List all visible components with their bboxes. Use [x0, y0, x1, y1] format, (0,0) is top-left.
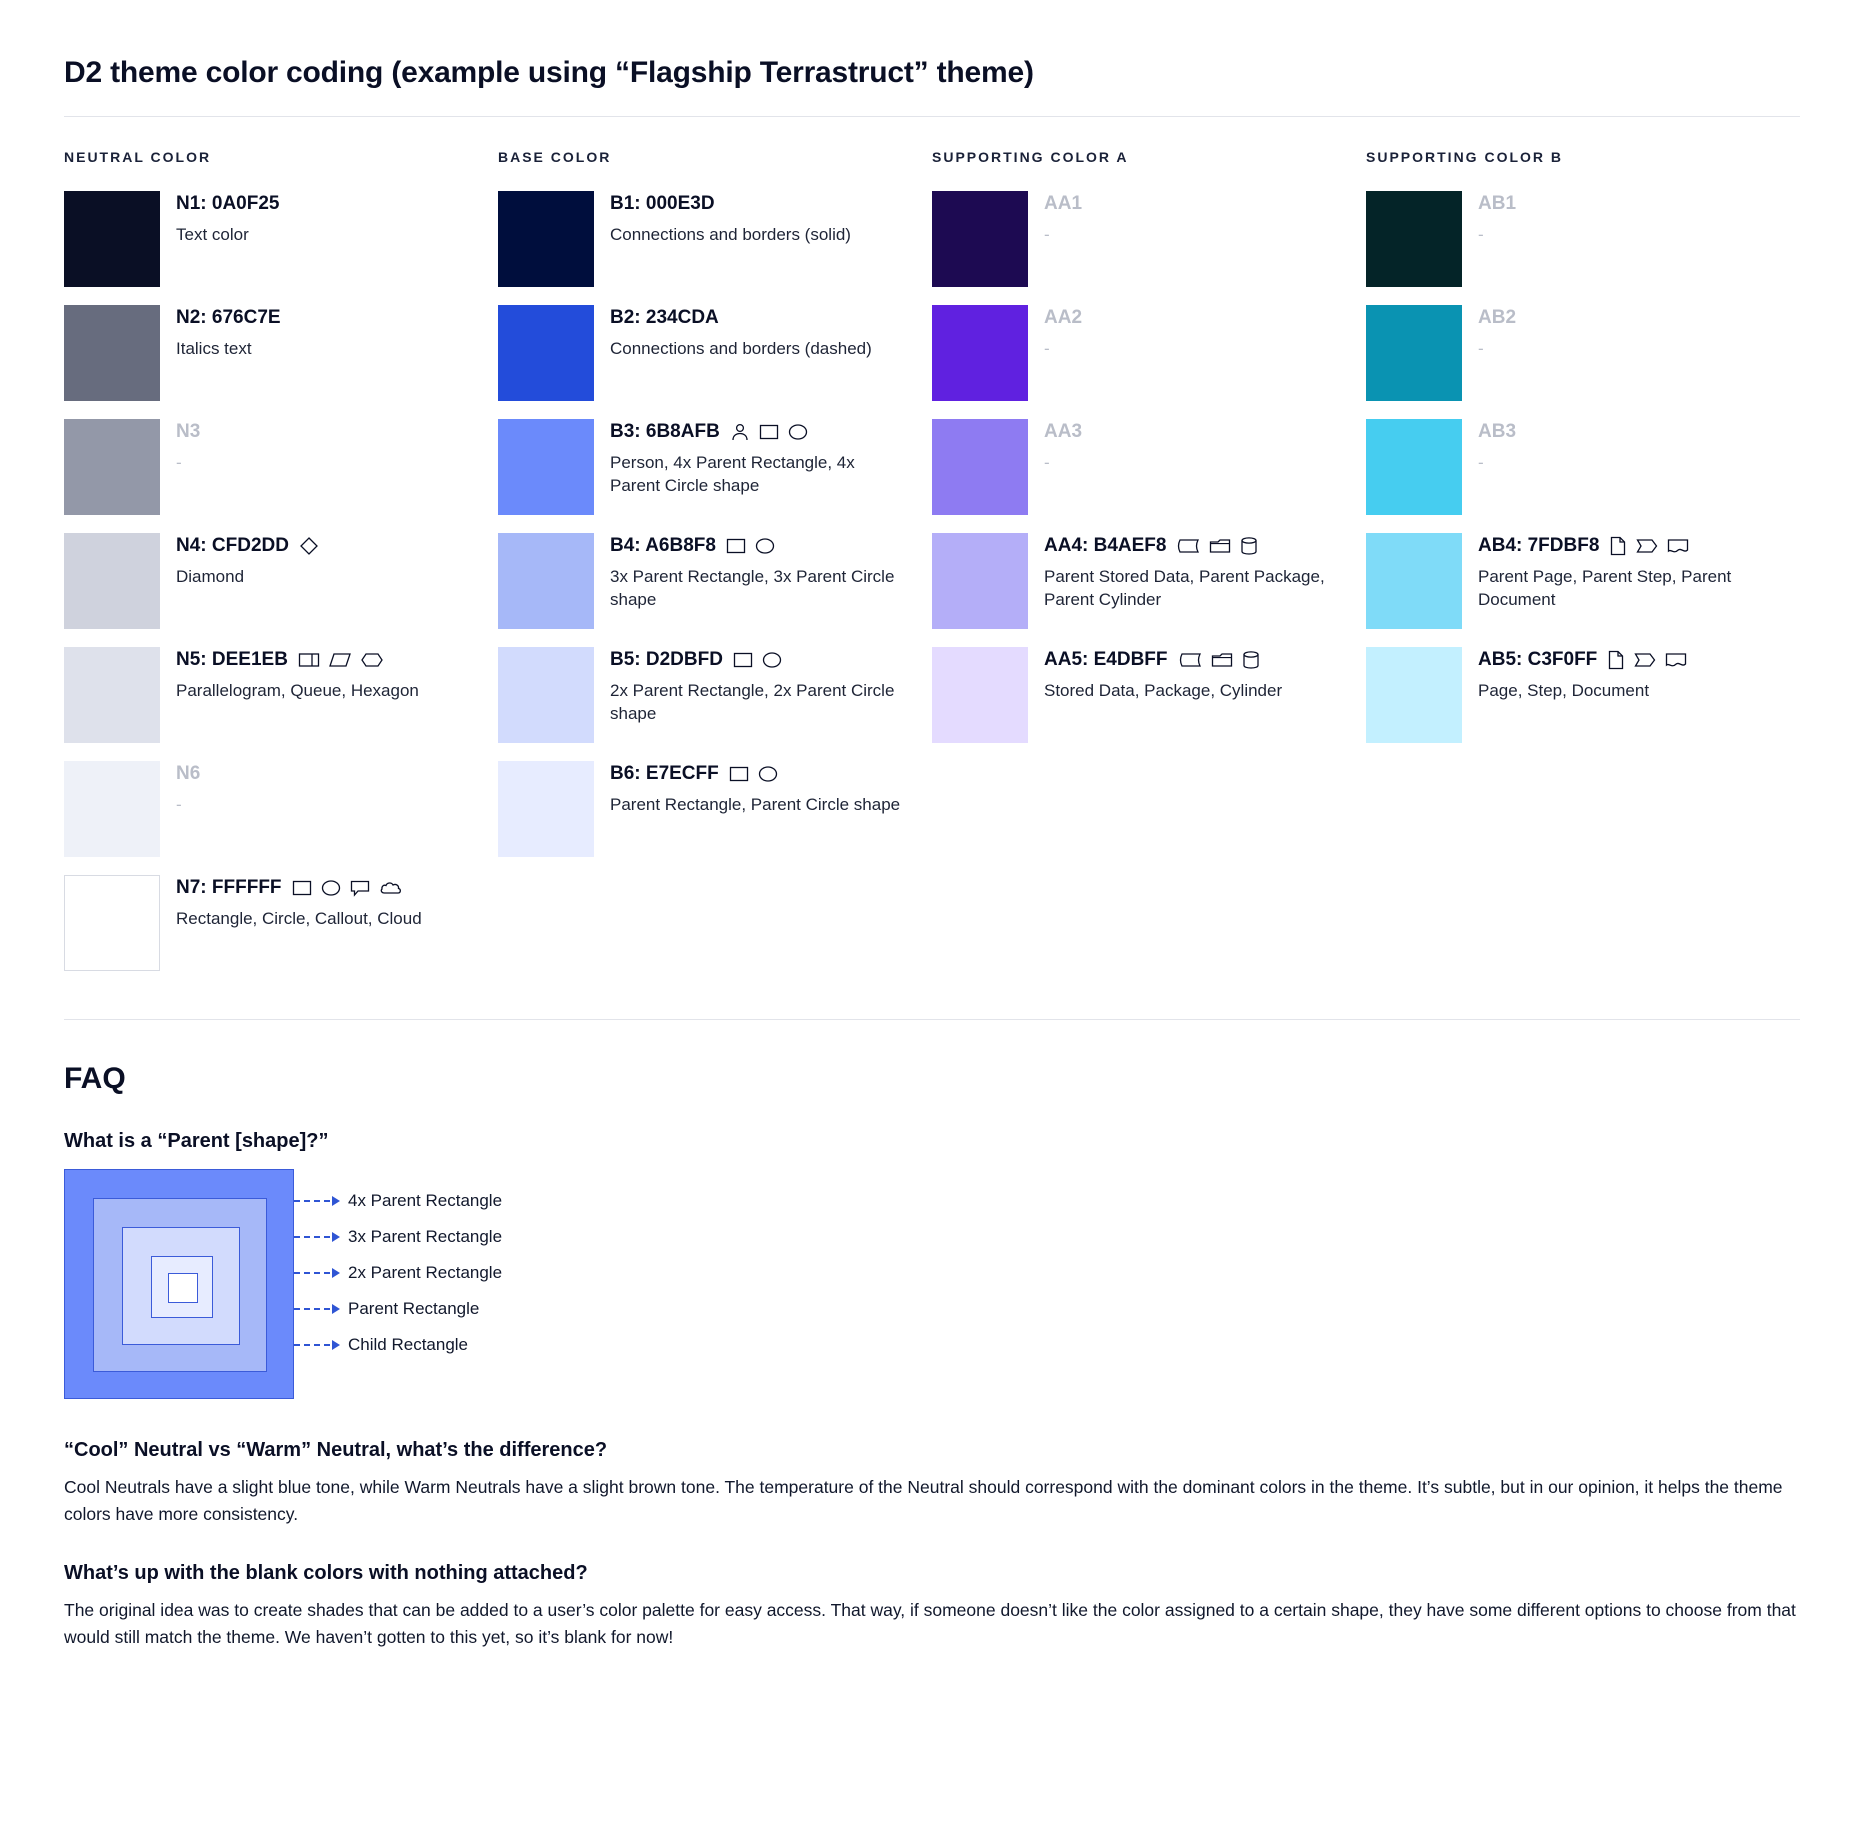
color-swatch — [932, 647, 1028, 743]
swatch-description: Parallelogram, Queue, Hexagon — [176, 680, 419, 700]
color-swatch — [498, 305, 594, 401]
color-swatch — [64, 875, 160, 971]
color-swatch-row — [1366, 305, 1776, 401]
swatch-label — [610, 535, 908, 558]
swatch-code: AA3 — [1044, 421, 1083, 442]
swatch-label — [176, 877, 422, 900]
color-columns — [64, 149, 1800, 989]
document-icon — [1667, 537, 1689, 555]
hexagon-icon — [360, 651, 384, 669]
shape-icon-group — [1178, 650, 1260, 670]
color-swatch — [64, 647, 160, 743]
swatch-code: B5: D2DBFD — [610, 649, 723, 670]
diagram-callout — [294, 1227, 502, 1247]
faq-item-cool-warm — [64, 1439, 1800, 1528]
callout-arrow-icon — [332, 1340, 340, 1350]
color-swatch — [498, 761, 594, 857]
swatch-label — [1478, 535, 1776, 558]
color-swatch — [498, 419, 594, 515]
swatch-code: B6: E7ECFF — [610, 763, 719, 784]
swatch-code: N5: DEE1EB — [176, 649, 288, 670]
swatch-label — [610, 763, 900, 786]
nest-level-parent — [151, 1256, 213, 1318]
shape-icon-group — [1607, 650, 1687, 670]
parallelogram-icon — [329, 651, 351, 669]
nest-level-3x — [93, 1198, 267, 1372]
package-icon — [1211, 651, 1233, 669]
swatch-description: Parent Rectangle, Parent Circle shape — [610, 794, 901, 814]
color-swatch — [498, 533, 594, 629]
color-swatch-row — [1366, 419, 1776, 515]
swatch-text — [176, 647, 419, 702]
shape-icon-group — [1609, 536, 1689, 556]
swatch-label — [176, 193, 280, 216]
color-swatch — [1366, 533, 1462, 629]
circle-icon — [762, 651, 782, 669]
callout-leader-line — [294, 1200, 330, 1202]
swatch-code: AA2 — [1044, 307, 1083, 328]
color-column — [1366, 149, 1800, 989]
swatch-code: AA4: B4AEF8 — [1044, 535, 1167, 556]
color-swatch-row — [64, 647, 474, 743]
swatch-label — [1044, 307, 1082, 330]
swatch-code: AB4: 7FDBF8 — [1478, 535, 1600, 556]
swatch-code: B4: A6B8F8 — [610, 535, 716, 556]
swatch-text — [610, 761, 900, 816]
parent-shape-diagram — [64, 1169, 1800, 1399]
swatch-code: AB3 — [1478, 421, 1517, 442]
diagram-callout — [294, 1191, 502, 1211]
swatch-text — [1044, 191, 1082, 246]
swatch-code: AB1 — [1478, 193, 1517, 214]
color-swatch-row — [64, 875, 474, 971]
color-swatch-row — [1366, 647, 1776, 743]
color-swatch-row — [64, 191, 474, 287]
diagram-callout — [294, 1335, 468, 1355]
step-icon — [1636, 537, 1658, 555]
diamond-icon — [299, 536, 319, 556]
callout-arrow-icon — [332, 1232, 340, 1242]
stored-data-icon — [1176, 537, 1200, 555]
swatch-text — [176, 191, 280, 246]
swatch-code: N2: 676C7E — [176, 307, 281, 328]
faq-question-1: What is a “Parent [shape]?” — [64, 1130, 329, 1152]
column-heading: SUPPORTING COLOR B — [1366, 149, 1564, 165]
swatch-description: Stored Data, Package, Cylinder — [1044, 680, 1283, 700]
swatch-label — [1044, 649, 1282, 672]
swatch-label — [1044, 535, 1342, 558]
swatch-code: AA5: E4DBFF — [1044, 649, 1168, 670]
swatch-label — [176, 535, 319, 558]
swatch-description: Connections and borders (dashed) — [610, 338, 872, 358]
callout-arrow-icon — [332, 1304, 340, 1314]
color-swatch — [498, 191, 594, 287]
step-icon — [1634, 651, 1656, 669]
color-swatch — [932, 191, 1028, 287]
callout-label: 4x Parent Rectangle — [348, 1191, 503, 1210]
swatch-description: - — [1044, 338, 1050, 358]
color-swatch-row — [64, 533, 474, 629]
swatch-description: Person, 4x Parent Rectangle, 4x Parent Circle shape — [610, 452, 855, 496]
nest-level-4x — [64, 1169, 294, 1399]
callout-leader-line — [294, 1308, 330, 1310]
swatch-description: Parent Page, Parent Step, Parent Document — [1478, 566, 1732, 610]
swatch-text — [176, 875, 422, 930]
swatch-description: - — [176, 452, 182, 472]
color-swatch-row — [1366, 191, 1776, 287]
swatch-text — [1044, 647, 1282, 702]
swatch-text — [1478, 533, 1776, 612]
shape-icon-group — [1176, 536, 1258, 556]
stored-data-icon — [1178, 651, 1202, 669]
swatch-description: Connections and borders (solid) — [610, 224, 851, 244]
color-swatch-row — [932, 419, 1342, 515]
column-heading: NEUTRAL COLOR — [64, 149, 212, 165]
color-swatch-row — [498, 305, 908, 401]
color-swatch — [932, 419, 1028, 515]
swatch-text — [610, 647, 908, 726]
callout-leader-line — [294, 1344, 330, 1346]
swatch-label — [1478, 193, 1516, 216]
swatch-text — [176, 533, 319, 588]
callout-arrow-icon — [332, 1196, 340, 1206]
shape-icon-group — [729, 765, 778, 783]
color-column — [932, 149, 1366, 989]
column-heading: BASE COLOR — [498, 149, 612, 165]
rectangle-icon — [733, 651, 753, 669]
swatch-code: AA1 — [1044, 193, 1083, 214]
swatch-text — [1044, 305, 1082, 360]
color-swatch-row — [498, 419, 908, 515]
color-swatch-row — [932, 647, 1342, 743]
swatch-label — [1044, 193, 1082, 216]
page-icon — [1607, 650, 1625, 670]
swatch-description: Page, Step, Document — [1478, 680, 1650, 700]
color-swatch — [64, 533, 160, 629]
shape-icon-group — [299, 536, 319, 556]
swatch-text — [1044, 533, 1342, 612]
swatch-code: B2: 234CDA — [610, 307, 719, 328]
package-icon — [1209, 537, 1231, 555]
swatch-code: N4: CFD2DD — [176, 535, 289, 556]
swatch-description: - — [1478, 224, 1484, 244]
swatch-text — [610, 305, 872, 360]
faq-item-blank-colors — [64, 1562, 1800, 1651]
swatch-code: N3 — [176, 421, 201, 442]
color-swatch — [932, 305, 1028, 401]
color-swatch — [64, 191, 160, 287]
callout-label: Parent Rectangle — [348, 1299, 480, 1318]
color-swatch — [64, 761, 160, 857]
circle-icon — [755, 537, 775, 555]
swatch-description: - — [1478, 338, 1484, 358]
swatch-text — [1478, 419, 1516, 474]
color-column — [64, 149, 498, 989]
swatch-description: Italics text — [176, 338, 252, 358]
title-divider — [64, 116, 1800, 117]
color-swatch-row — [64, 761, 474, 857]
faq-question-2: “Cool” Neutral vs “Warm” Neutral, what’s the difference? — [64, 1439, 608, 1461]
cylinder-icon — [1240, 536, 1258, 556]
swatch-code: AB2 — [1478, 307, 1517, 328]
swatch-description: 2x Parent Rectangle, 2x Parent Circle shape — [610, 680, 895, 724]
person-icon — [730, 422, 750, 442]
faq-answer-3: The original idea was to create shades that can be added to a user’s color palette for easy access. That way, if someone doesn’t like the color assigned to a certain shape, they have some different options to choose from that would still match the theme. We haven’t gotten to this yet, so it’s blank for now! — [64, 1600, 1796, 1648]
swatch-label — [1478, 421, 1516, 444]
circle-icon — [788, 423, 808, 441]
swatch-description: - — [1044, 452, 1050, 472]
swatch-label — [610, 193, 851, 216]
color-swatch-row — [498, 533, 908, 629]
faq-heading: FAQ — [64, 1062, 126, 1095]
rectangle-icon — [729, 765, 749, 783]
swatch-description: Rectangle, Circle, Callout, Cloud — [176, 908, 422, 928]
swatch-text — [176, 305, 281, 360]
section-divider — [64, 1019, 1800, 1020]
swatch-text — [1478, 191, 1516, 246]
callout-icon — [350, 879, 370, 897]
callout-label: 3x Parent Rectangle — [348, 1227, 503, 1246]
color-swatch — [932, 533, 1028, 629]
shape-icon-group — [298, 651, 384, 669]
queue-icon — [298, 651, 320, 669]
swatch-label — [176, 307, 281, 330]
swatch-code: N6 — [176, 763, 201, 784]
swatch-label — [1478, 307, 1516, 330]
color-swatch-row — [498, 647, 908, 743]
rectangle-icon — [726, 537, 746, 555]
swatch-label — [610, 307, 872, 330]
callout-leader-line — [294, 1272, 330, 1274]
callout-label: 2x Parent Rectangle — [348, 1263, 503, 1282]
swatch-label — [176, 649, 419, 672]
circle-icon — [758, 765, 778, 783]
swatch-text — [176, 419, 200, 474]
diagram-callouts — [294, 1169, 614, 1399]
column-heading: SUPPORTING COLOR A — [932, 149, 1129, 165]
color-swatch — [498, 647, 594, 743]
color-swatch — [1366, 647, 1462, 743]
swatch-label — [1478, 649, 1687, 672]
swatch-description: - — [176, 794, 182, 814]
circle-icon — [321, 879, 341, 897]
color-swatch — [1366, 191, 1462, 287]
color-swatch-row — [932, 191, 1342, 287]
swatch-description: Text color — [176, 224, 249, 244]
color-column — [498, 149, 932, 989]
callout-leader-line — [294, 1236, 330, 1238]
swatch-code: AB5: C3F0FF — [1478, 649, 1598, 670]
document-icon — [1665, 651, 1687, 669]
color-swatch — [1366, 419, 1462, 515]
swatch-description: - — [1478, 452, 1484, 472]
callout-label: Child Rectangle — [348, 1335, 469, 1354]
shape-icon-group — [726, 537, 775, 555]
swatch-text — [610, 191, 851, 246]
swatch-code: N7: FFFFFF — [176, 877, 282, 898]
swatch-description: Parent Stored Data, Parent Package, Parent Cylinder — [1044, 566, 1325, 610]
diagram-callout — [294, 1299, 479, 1319]
shape-icon-group — [733, 651, 782, 669]
cylinder-icon — [1242, 650, 1260, 670]
swatch-description: Diamond — [176, 566, 245, 586]
color-swatch — [1366, 305, 1462, 401]
swatch-text — [610, 419, 908, 498]
page-icon — [1609, 536, 1627, 556]
cloud-icon — [379, 879, 403, 897]
color-swatch — [64, 419, 160, 515]
swatch-label — [610, 649, 908, 672]
swatch-label — [176, 763, 200, 786]
color-swatch-row — [498, 761, 908, 857]
faq-answer-2: Cool Neutrals have a slight blue tone, while Warm Neutrals have a slight brown tone. The temperature of the Neutral should correspond with the dominant colors in the theme. It’s subtle, but in our opinion, it helps the theme colors have more consistency. — [64, 1477, 1783, 1525]
swatch-description: - — [1044, 224, 1050, 244]
color-swatch-row — [64, 419, 474, 515]
color-swatch-row — [498, 191, 908, 287]
color-swatch-row — [1366, 533, 1776, 629]
color-swatch-row — [932, 533, 1342, 629]
diagram-callout — [294, 1263, 502, 1283]
swatch-code: N1: 0A0F25 — [176, 193, 280, 214]
shape-icon-group — [292, 879, 403, 897]
swatch-text — [1044, 419, 1082, 474]
rectangle-icon — [759, 423, 779, 441]
nest-level-child — [168, 1273, 198, 1303]
swatch-code: B3: 6B8AFB — [610, 421, 720, 442]
swatch-text — [1478, 647, 1687, 702]
nest-level-2x — [122, 1227, 240, 1345]
page-title: D2 theme color coding (example using “Flagship Terrastruct” theme) — [64, 56, 1034, 89]
swatch-label — [1044, 421, 1082, 444]
rectangle-icon — [292, 879, 312, 897]
color-swatch-row — [932, 305, 1342, 401]
swatch-label — [610, 421, 908, 444]
faq-question-3: What’s up with the blank colors with nothing attached? — [64, 1562, 588, 1585]
faq-item-parent-shape — [64, 1130, 1800, 1399]
swatch-text — [176, 761, 200, 816]
swatch-description: 3x Parent Rectangle, 3x Parent Circle shape — [610, 566, 895, 610]
shape-icon-group — [730, 422, 808, 442]
callout-arrow-icon — [332, 1268, 340, 1278]
swatch-label — [176, 421, 200, 444]
color-swatch — [64, 305, 160, 401]
color-swatch-row — [64, 305, 474, 401]
swatch-text — [1478, 305, 1516, 360]
swatch-text — [610, 533, 908, 612]
swatch-code: B1: 000E3D — [610, 193, 715, 214]
